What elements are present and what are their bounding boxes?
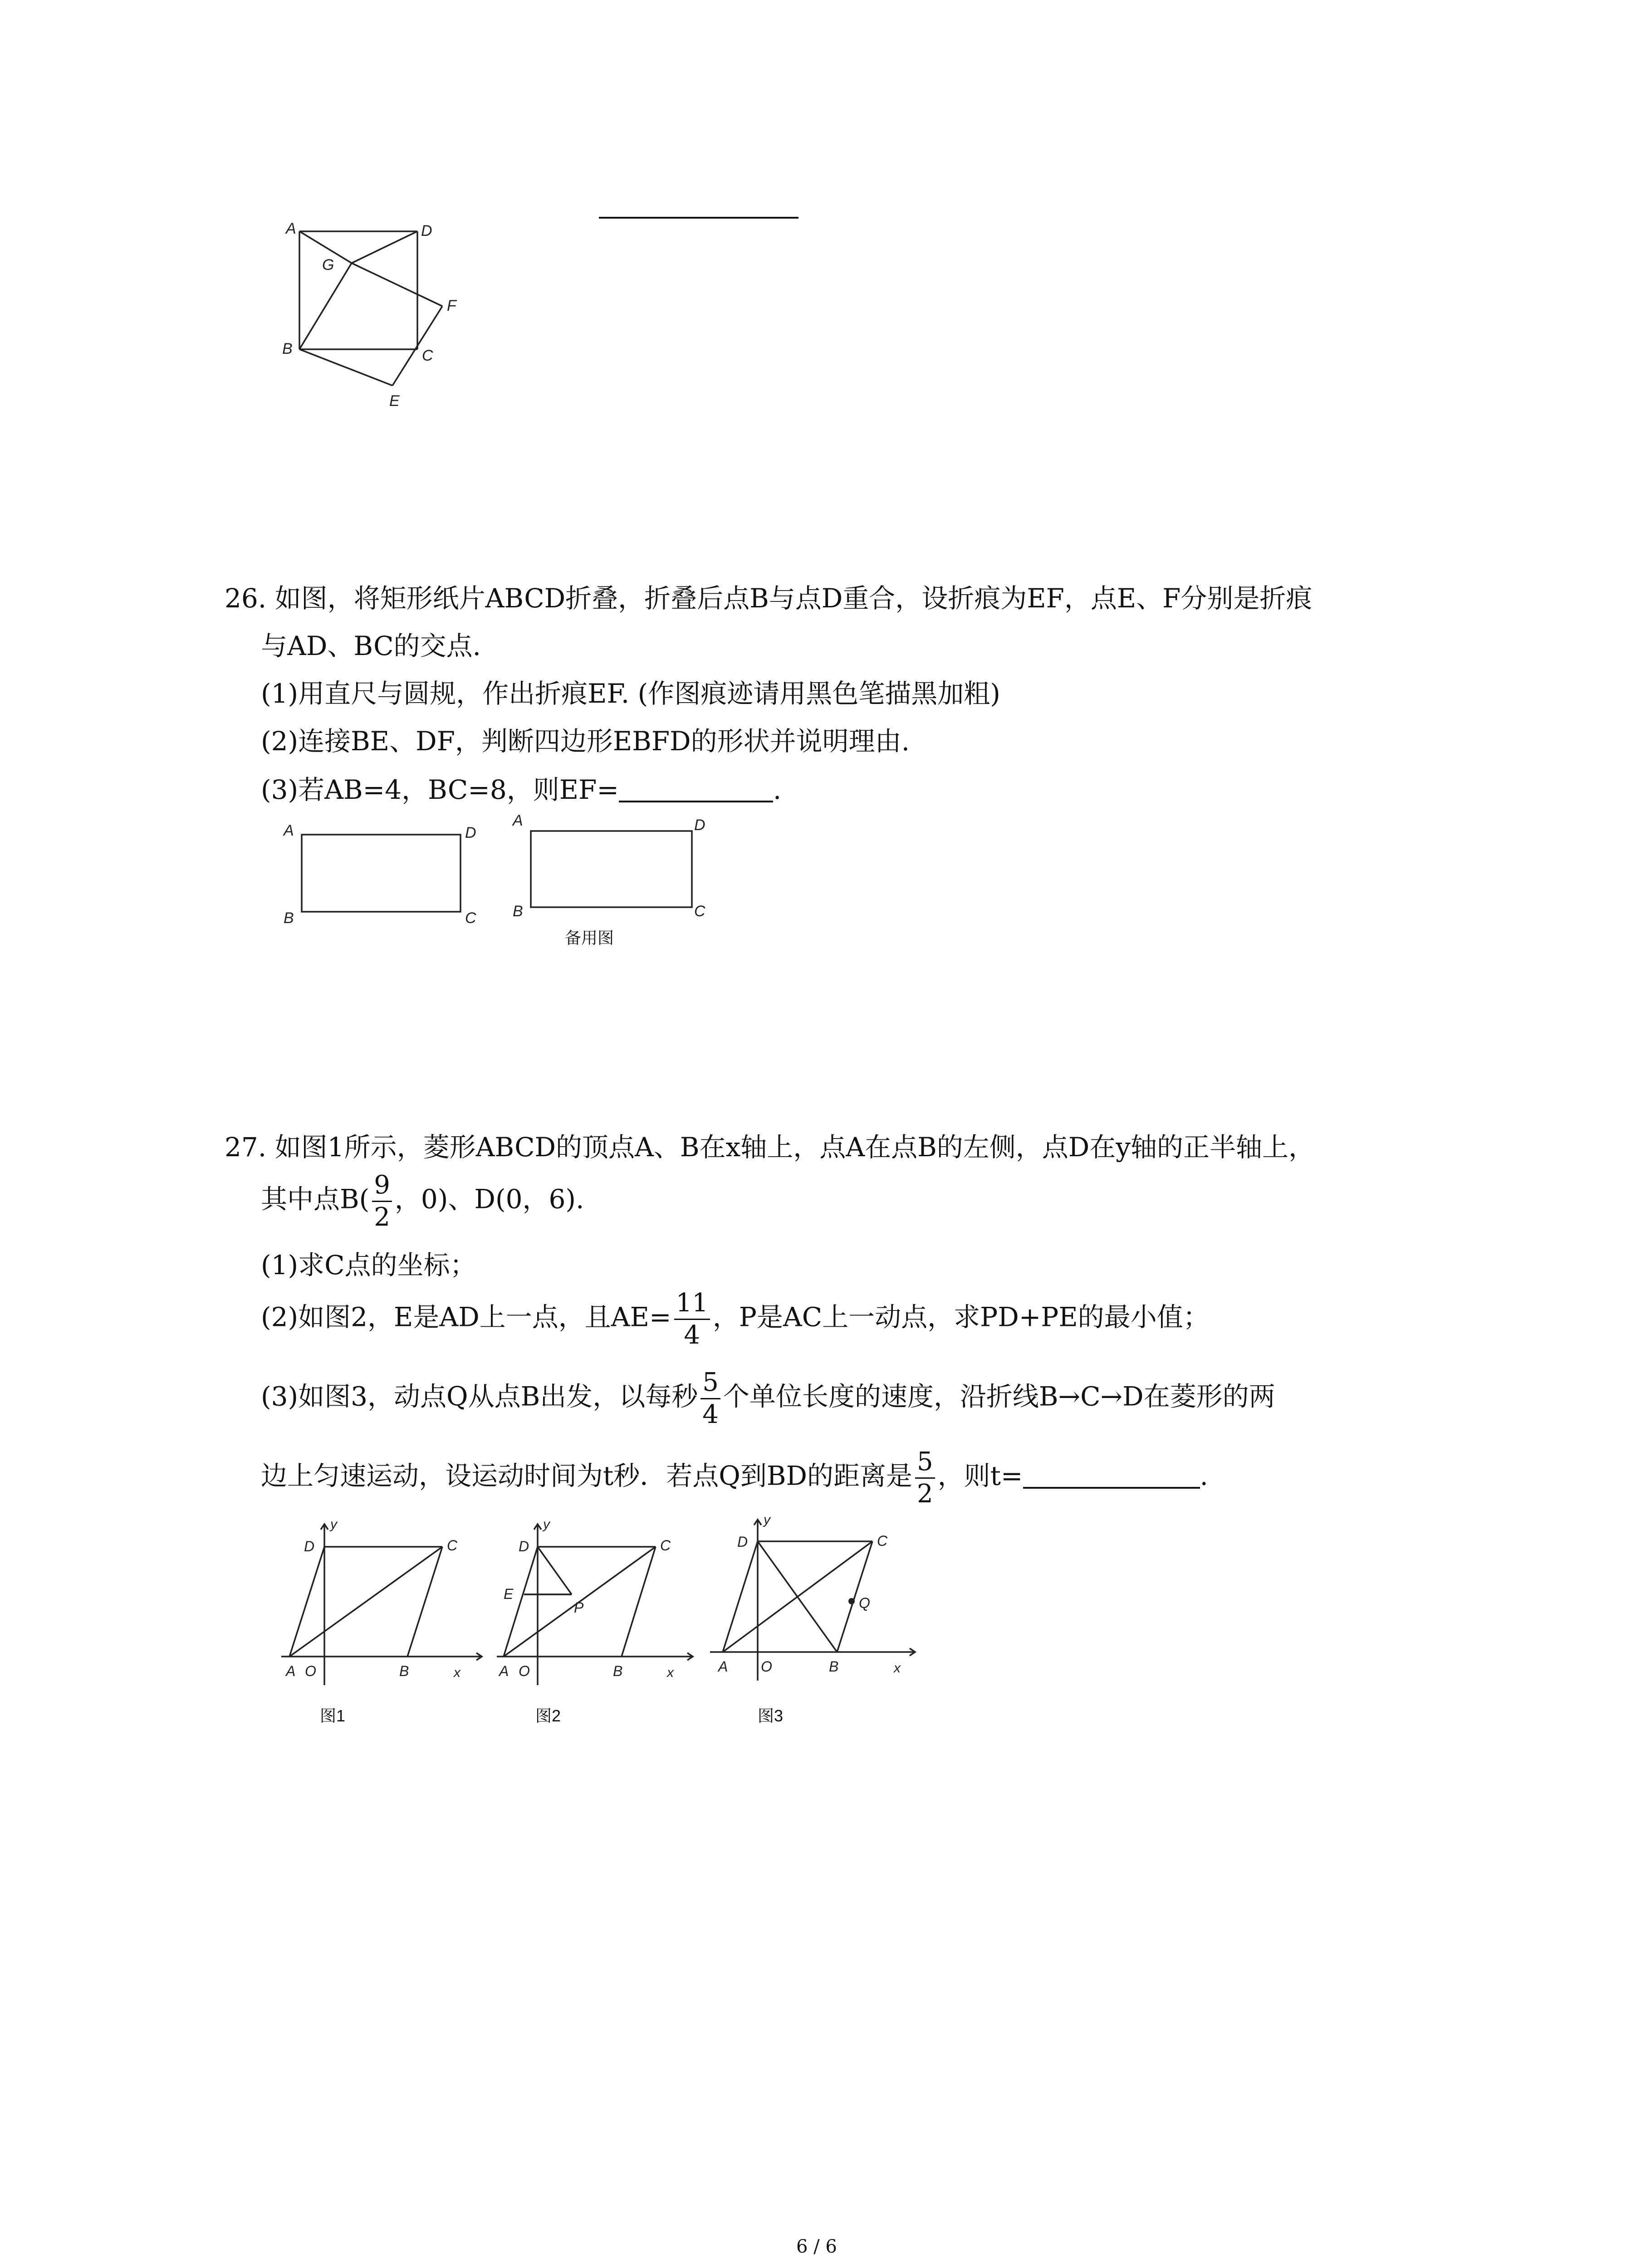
q27-fig2-label-y: y xyxy=(543,1517,550,1532)
q27-part3b xyxy=(261,1449,1208,1507)
q27-fig1-label-d: D xyxy=(304,1538,315,1554)
q27-line1: 27. 如图1所示，菱形ABCD的顶点A、B在x轴上，点A在点B的左侧，点D在y轴的正半轴上， xyxy=(225,1132,1315,1163)
q27-part3-suffix: 个单位长度的速度，沿折线B→C→D在菱形的两 xyxy=(723,1381,1275,1412)
q27-fig2-label-o: O xyxy=(519,1663,530,1679)
q27-fig3-label-x: x xyxy=(894,1661,901,1676)
q26-fig2-label-d: D xyxy=(694,816,705,834)
q27-fig1-caption: 图1 xyxy=(320,1706,346,1725)
q27-fig1-label-c: C xyxy=(447,1537,458,1554)
q26-spare-caption: 备用图 xyxy=(565,929,614,947)
q27-fig2-label-x: x xyxy=(667,1665,674,1680)
q25-label-d: D xyxy=(421,222,432,240)
q26-fig1-label-d: D xyxy=(465,824,476,841)
q26-part3-prefix: (3)若AB=4，BC=8，则EF= xyxy=(261,774,619,805)
q27-fraction-speed: $\frac{5}{4}$ xyxy=(700,1370,720,1427)
q27-fig2-label-c: C xyxy=(660,1537,671,1554)
q26-fig1-label-b: B xyxy=(284,909,294,927)
q26-answer-blank[interactable] xyxy=(619,778,773,802)
q27-fig1-label-y: y xyxy=(330,1517,337,1532)
q26-part3-suffix: . xyxy=(773,774,782,805)
q27-fig3-label-c: C xyxy=(877,1533,888,1549)
q25-label-c: C xyxy=(422,347,433,364)
q26-part3 xyxy=(261,774,782,805)
q27-figure-2 xyxy=(488,1515,696,1696)
q27-part3b-mid: ，则t= xyxy=(937,1460,1023,1491)
q27-fig2-label-b: B xyxy=(613,1663,623,1679)
q27-fraction-ae: $\frac{11}{4}$ xyxy=(674,1290,710,1348)
answer-blank-line xyxy=(599,217,798,219)
q27-line2-prefix: 其中点B( xyxy=(261,1183,370,1215)
q26-figure-1 xyxy=(272,812,490,939)
q27-part2 xyxy=(261,1290,1210,1348)
q26-fig2-label-b: B xyxy=(513,903,523,920)
q25-figure xyxy=(272,213,472,422)
q27-fig2-label-p: P xyxy=(574,1599,584,1616)
q27-fig3-label-o: O xyxy=(761,1658,772,1675)
q26-fig2-label-c: C xyxy=(694,903,705,920)
q27-part3 xyxy=(261,1370,1275,1427)
q27-fig3-label-q: Q xyxy=(859,1595,870,1611)
q27-fig1-label-x: x xyxy=(454,1665,460,1680)
q25-label-e: E xyxy=(389,392,400,410)
q26-line1: 26. 如图，将矩形纸片ABCD折叠，折叠后点B与点D重合，设折痕为EF，点E、F分别是折痕 xyxy=(225,583,1313,614)
q27-fig3-label-a: A xyxy=(718,1658,728,1675)
q26-part1: (1)用直尺与圆规，作出折痕EF. (作图痕迹请用黑色笔描黑加粗) xyxy=(261,678,1000,709)
q27-fig2-caption: 图2 xyxy=(535,1706,561,1725)
q26-fig1-label-a: A xyxy=(284,822,294,839)
q27-part3b-suffix: . xyxy=(1200,1460,1208,1491)
q27-fig1-label-b: B xyxy=(399,1663,409,1679)
q27-fig3-label-b: B xyxy=(829,1658,839,1675)
q25-label-f: F xyxy=(447,297,456,314)
q27-part2-suffix: ，P是AC上一动点，求PD+PE的最小值； xyxy=(712,1301,1210,1333)
q27-fig1-label-a: A xyxy=(286,1663,296,1679)
q26-fig1-label-c: C xyxy=(465,909,476,927)
q27-part3b-prefix: 边上匀速运动，设运动时间为t秒．若点Q到BD的距离是 xyxy=(261,1460,912,1491)
q27-fraction-b-x: $\frac{9}{2}$ xyxy=(372,1173,392,1230)
q27-part3-prefix: (3)如图3，动点Q从点B出发，以每秒 xyxy=(261,1381,698,1412)
q27-fig3-label-y: y xyxy=(764,1512,770,1527)
q25-label-a: A xyxy=(286,220,296,237)
q25-label-g: G xyxy=(322,256,334,274)
q27-line2 xyxy=(261,1170,584,1232)
q27-fig2-label-d: D xyxy=(519,1538,529,1554)
q26-fig2-label-a: A xyxy=(513,812,523,829)
q25-label-b: B xyxy=(282,340,293,357)
q27-fig3-label-d: D xyxy=(737,1534,748,1550)
q27-answer-blank[interactable] xyxy=(1023,1464,1200,1489)
q27-fig3-caption: 图3 xyxy=(758,1706,784,1725)
q27-fig1-label-o: O xyxy=(305,1663,316,1679)
q27-part1: (1)求C点的坐标； xyxy=(261,1250,476,1281)
q26-part2: (2)连接BE、DF，判断四边形EBFD的形状并说明理由. xyxy=(261,726,910,757)
q27-fig2-label-a: A xyxy=(499,1663,509,1679)
q26-line2: 与AD、BC的交点. xyxy=(261,631,481,661)
q27-figure-1 xyxy=(272,1515,485,1696)
q27-figure-3 xyxy=(701,1506,919,1696)
q27-part2-prefix: (2)如图2，E是AD上一点，且AE= xyxy=(261,1301,671,1333)
q27-fraction-distance: $\frac{5}{2}$ xyxy=(915,1449,935,1507)
page-number: 6 / 6 xyxy=(796,2236,837,2257)
q27-line2-suffix: ，0)、D(0，6). xyxy=(394,1183,584,1215)
q27-fig2-label-e: E xyxy=(504,1586,514,1602)
